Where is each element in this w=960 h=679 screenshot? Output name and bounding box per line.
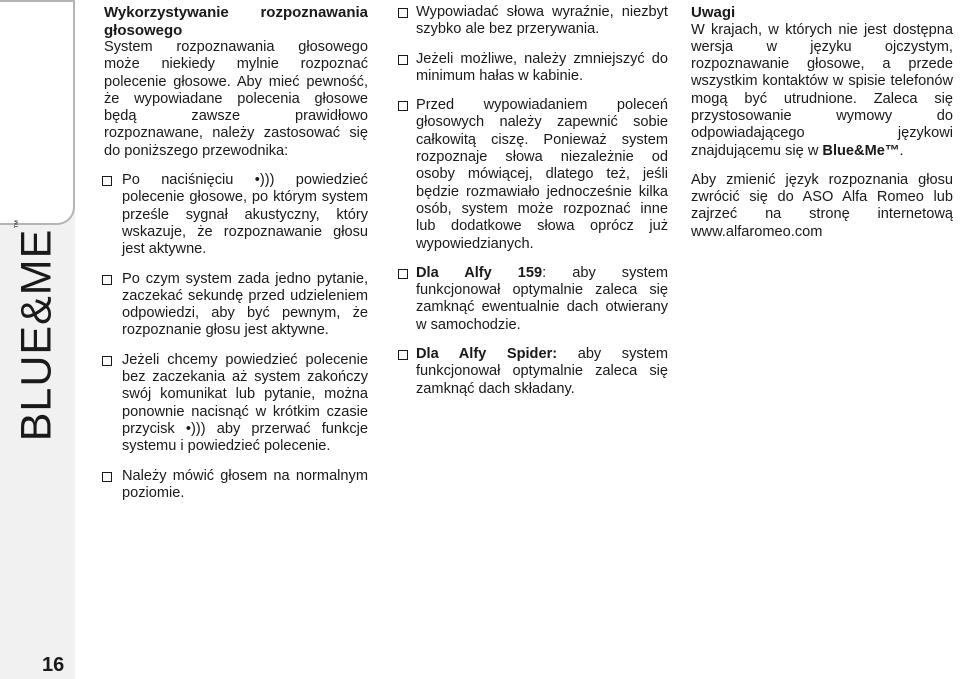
intro-paragraph: System rozpoznawania głosowego może niekiedy mylnie rozpoznać polecenie głosowe. Aby mieć pewność, że wypowiadane polecenia głosowe będą zawsze prawidłowo rozpoznawane, należy zastosować się do poniższego przewodnika: (104, 39, 368, 159)
bullet-item: Wypowiadać słowa wyraźnie, niezbyt szybko ale bez przerywania. (398, 4, 668, 39)
notes-heading: Uwagi (691, 4, 736, 21)
notes-paragraph: Aby zmienić język rozpoznania głosu zwrócić się do ASO Alfa Romeo lub zajrzeć na stronę internetową www.alfaromeo.com (691, 171, 953, 240)
checkbox-bullet-icon (102, 176, 112, 186)
bullet-item: Dla Alfy 159: aby system funkcjonował optymalnie zaleca się zamknąć ewentualnie dach otwierany w samochodzie. (398, 265, 668, 334)
voice-button-icon: •))) (254, 172, 275, 189)
logo-text: BLUE&ME (12, 228, 61, 442)
voice-button-icon: •))) (185, 420, 206, 437)
checkbox-bullet-icon (398, 350, 408, 360)
checkbox-bullet-icon (398, 55, 408, 65)
checkbox-bullet-icon (102, 275, 112, 285)
side-tab-top (0, 0, 75, 225)
logo-tm: ™ (12, 218, 23, 229)
bullet-item: Przed wypowiadaniem poleceń głosowych należy zapewnić sobie całkowitą ciszę. Ponieważ system rozpoznaje słowa niezależnie od osoby mówiącej, dlatego też, jeśli będzie rozmawiało jednocześnie kilka osób, system może rozpoznać inne lub dodatkowe słowa oprócz już wypowiedzianych. (398, 97, 668, 253)
bullet-item: Należy mówić głosem na normalnym poziomie. (102, 468, 368, 503)
column-1 (104, 4, 368, 514)
checkbox-bullet-icon (102, 472, 112, 482)
bullet-item: Po naciśnięciu •))) powiedzieć polecenie głosowe, po którym system prześle sygnał akustyczny, który wskazuje, że rozpoznawanie głosu jest aktywne. (102, 172, 368, 258)
column-3 (691, 4, 953, 241)
notes-paragraph: W krajach, w których nie jest dostępna wersja w języku ojczystym, rozpoznawanie głosowe, a przede wszystkim kontaktów w spisie telefonów mogą być utrudnione. Zaleca się przystosowanie wymowy do odpowiadającego językowi znajdującemu się w Blue&Me™. (691, 21, 953, 159)
column-2 (398, 4, 668, 410)
checkbox-bullet-icon (102, 356, 112, 366)
page-number: 16 (42, 654, 65, 676)
checkbox-bullet-icon (398, 269, 408, 279)
checkbox-bullet-icon (398, 8, 408, 18)
section-heading: Wykorzystywanie rozpoznawania głosowego (104, 4, 368, 39)
bullet-item: Jeżeli chcemy powiedzieć polecenie bez zaczekania aż system zakończy swój komunikat lub pytanie, można ponownie nacisnąć w krótkim czasie przycisk •))) aby przerwać funkcje systemu i powiedzieć polecenie. (102, 352, 368, 456)
bullet-item: Po czym system zada jedno pytanie, zaczekać sekundę przed udzieleniem odpowiedzi, aby być pewnym, że rozpoznanie głosu jest aktywne. (102, 271, 368, 340)
bullet-item: Dla Alfy Spider: aby system funkcjonował optymalnie zaleca się zamknąć dach składany. (398, 346, 668, 398)
checkbox-bullet-icon (398, 101, 408, 111)
blue-and-me-logo (13, 219, 62, 442)
side-tab (0, 0, 75, 679)
bullet-item: Jeżeli możliwe, należy zmniejszyć do minimum hałas w kabinie. (398, 51, 668, 86)
